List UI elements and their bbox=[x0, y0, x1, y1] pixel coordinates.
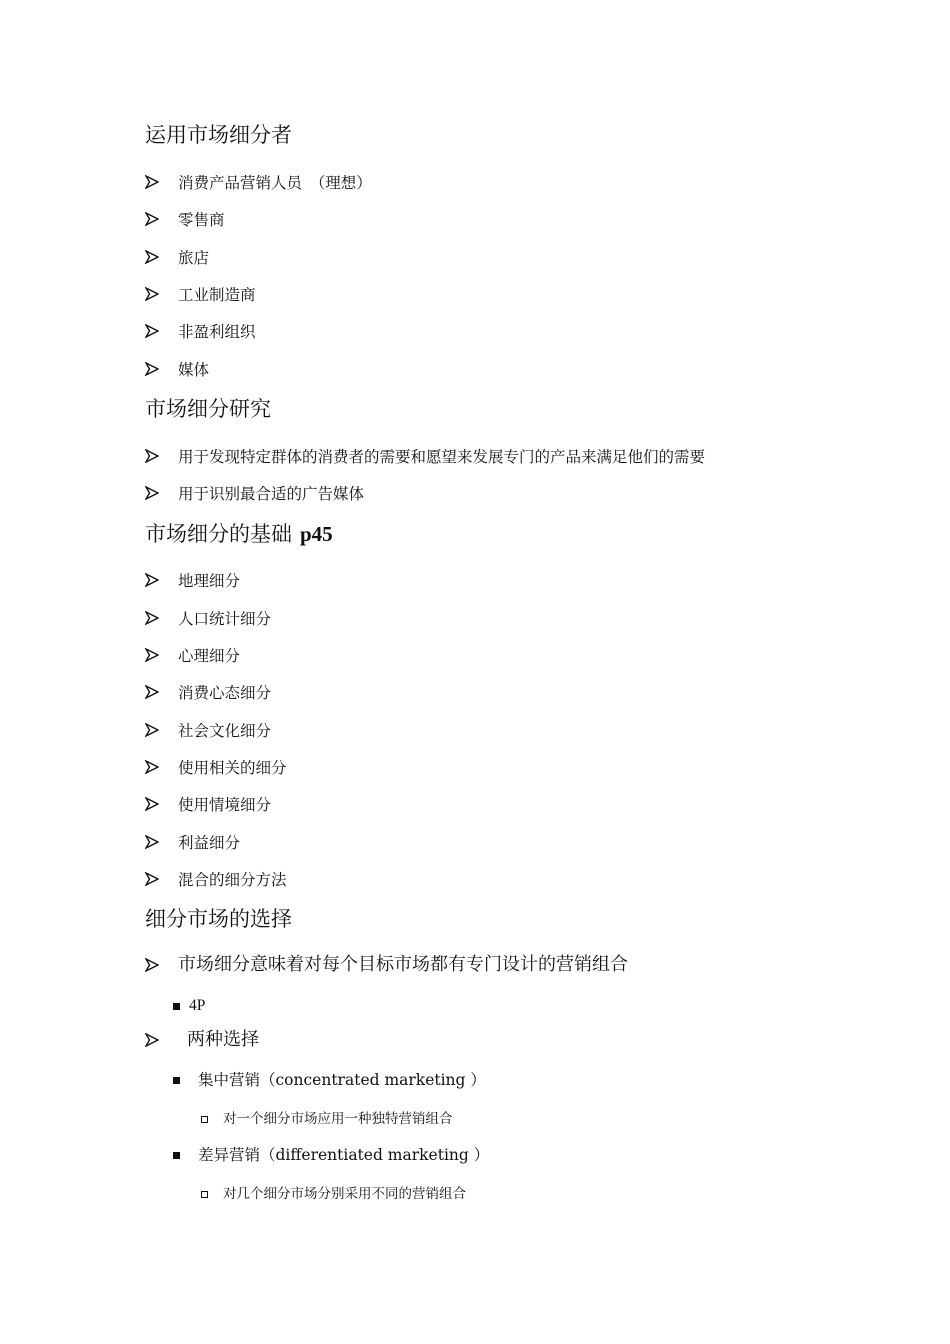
arrowhead-bullet-icon bbox=[145, 324, 159, 338]
arrowhead-bullet-icon bbox=[145, 611, 159, 625]
list-item-text: 利益细分 bbox=[178, 834, 241, 852]
list-item-text: 心理细分 bbox=[178, 647, 241, 665]
section-heading-text: 市场细分的基础 bbox=[145, 522, 292, 546]
list-item-text: 旅店 bbox=[178, 249, 210, 267]
list-item-text: 社会文化细分 bbox=[178, 722, 272, 740]
filled-square-bullet-icon bbox=[173, 1152, 180, 1159]
list-item-text: 消费心态细分 bbox=[178, 684, 272, 702]
list-item-text: 混合的细分方法 bbox=[178, 871, 287, 889]
arrowhead-bullet-icon bbox=[145, 449, 159, 463]
arrowhead-bullet-icon bbox=[145, 958, 159, 972]
sub-sub-list-item-text: 对几个细分市场分别采用不同的营销组合 bbox=[223, 1186, 466, 1202]
sub-list-item-text: 差异营销（differentiated marketing ） bbox=[198, 1146, 490, 1164]
list-item-text: 工业制造商 bbox=[178, 286, 256, 304]
section-heading: 细分市场的选择 bbox=[145, 907, 292, 931]
arrowhead-bullet-icon bbox=[145, 648, 159, 662]
page-reference: p45 bbox=[300, 522, 333, 546]
list-item-text: 地理细分 bbox=[178, 572, 241, 590]
hollow-square-bullet-icon bbox=[201, 1191, 208, 1198]
arrowhead-bullet-icon bbox=[145, 723, 159, 737]
arrowhead-bullet-icon bbox=[145, 287, 159, 301]
arrowhead-bullet-icon bbox=[145, 760, 159, 774]
list-item-text: 消费产品营销人员 （理想） bbox=[178, 174, 372, 192]
list-item-text: 媒体 bbox=[178, 361, 210, 379]
arrowhead-bullet-icon bbox=[145, 212, 159, 226]
list-item-text: 用于发现特定群体的消费者的需要和愿望来发展专门的产品来满足他们的需要 bbox=[178, 448, 706, 466]
section-heading bbox=[145, 521, 333, 547]
list-item-text: 用于识别最合适的广告媒体 bbox=[178, 485, 365, 503]
list-item-text: 零售商 bbox=[178, 211, 225, 229]
list-item-text: 使用相关的细分 bbox=[178, 759, 287, 777]
hollow-square-bullet-icon bbox=[201, 1116, 208, 1123]
list-item-text: 市场细分意味着对每个目标市场都有专门设计的营销组合 bbox=[178, 954, 628, 975]
arrowhead-bullet-icon bbox=[145, 1033, 159, 1047]
filled-square-bullet-icon bbox=[173, 1077, 180, 1084]
sub-list-item-text: 4P bbox=[189, 997, 206, 1014]
arrowhead-bullet-icon bbox=[145, 797, 159, 811]
arrowhead-bullet-icon bbox=[145, 486, 159, 500]
section-heading: 运用市场细分者 bbox=[145, 123, 292, 147]
arrowhead-bullet-icon bbox=[145, 685, 159, 699]
list-item-text: 使用情境细分 bbox=[178, 796, 272, 814]
list-item-text: 非盈利组织 bbox=[178, 323, 256, 341]
arrowhead-bullet-icon bbox=[145, 835, 159, 849]
sub-list-item-text: 集中营销（concentrated marketing ） bbox=[198, 1071, 486, 1089]
section-heading: 市场细分研究 bbox=[145, 397, 271, 421]
list-item-text: 两种选择 bbox=[187, 1029, 259, 1050]
filled-square-bullet-icon bbox=[173, 1003, 180, 1010]
arrowhead-bullet-icon bbox=[145, 362, 159, 376]
arrowhead-bullet-icon bbox=[145, 250, 159, 264]
arrowhead-bullet-icon bbox=[145, 175, 159, 189]
arrowhead-bullet-icon bbox=[145, 872, 159, 886]
arrowhead-bullet-icon bbox=[145, 573, 159, 587]
sub-sub-list-item-text: 对一个细分市场应用一种独特营销组合 bbox=[223, 1111, 453, 1127]
list-item-text: 人口统计细分 bbox=[178, 610, 272, 628]
